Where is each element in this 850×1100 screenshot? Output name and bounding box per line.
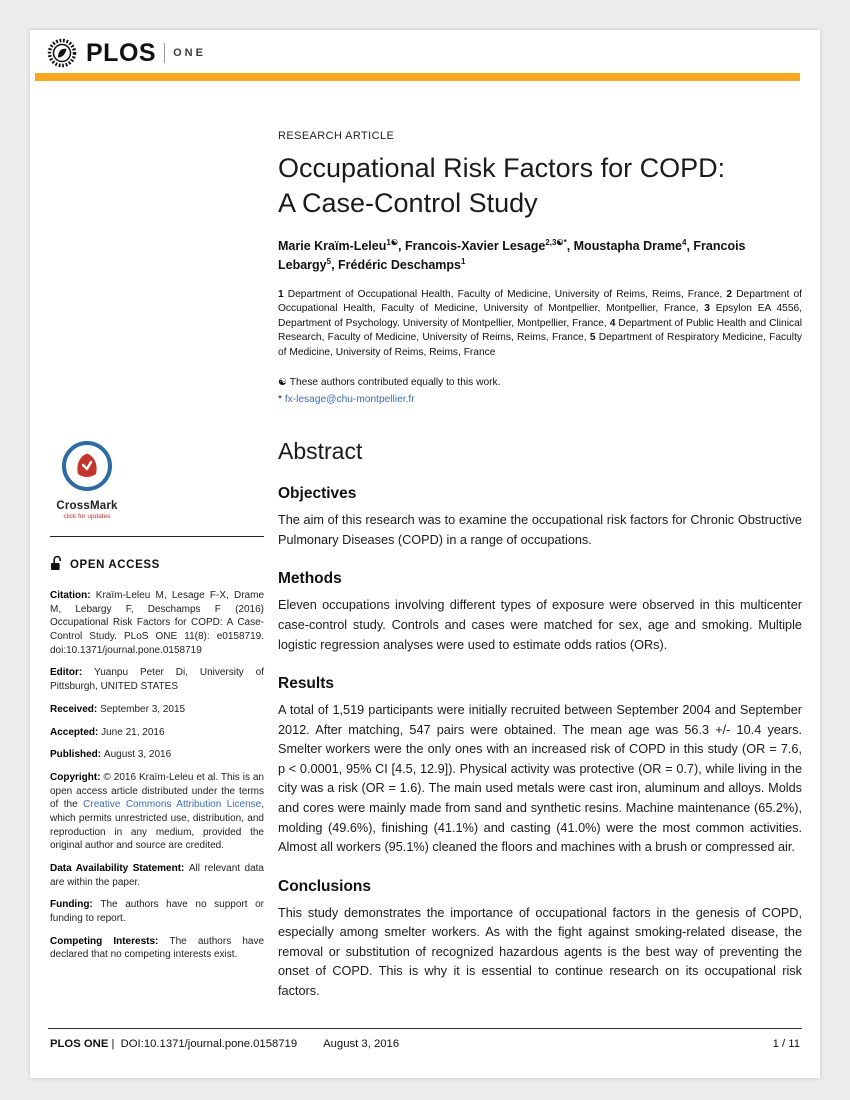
crossmark-subtitle: click for updates <box>63 513 111 520</box>
author-affiliation-marker: 1☯ <box>386 238 398 248</box>
logo-divider <box>164 43 165 63</box>
sidebar-entry-competing-interests <box>50 935 264 962</box>
header-accent-bar <box>35 73 800 81</box>
sidebar-entry-label: Citation: <box>50 590 96 601</box>
corresponding-email-link[interactable]: fx-lesage@chu-montpellier.fr <box>284 394 415 406</box>
footer-doi: DOI:10.1371/journal.pone.0158719 <box>120 1038 298 1050</box>
author-name: , Frédéric Deschamps <box>331 258 462 273</box>
plos-logo <box>46 37 206 69</box>
sidebar-entry-label: Published: <box>50 749 104 761</box>
sidebar-divider <box>50 536 264 537</box>
sidebar-entry-label: Copyright: <box>50 771 104 783</box>
footer-date: August 3, 2016 <box>323 1038 400 1050</box>
sidebar-entry-copyright <box>50 771 264 853</box>
abstract-section-text: A total of 1,519 participants were initially recruited between September 2004 and September 2012. After matching, 547 pairs were obtained. The mean age was 56.3 +/- 10.4 years. Smelter workers were the only ones with an increased risk of COPD in this study (OR = 7.6, p < 0.0001, 95% CI [4.5, 12.9]). Physical activity was protective (OR = 0.7), while living in the city was a risk (OR = 1.6). The main used metals were cast iron, aluminum and alloys. Molds and cores were mainly made from sand and synthetic resins. Machine maintenance (65.2%), molding (49.6%), finishing (41.1%) and casting (41.0%) were the most common activities. Almost all workers (95.1%) cleaned the floors and machines with a brush or compressed air. <box>278 703 802 855</box>
article-column <box>278 130 802 1001</box>
abstract-section-text: This study demonstrates the importance of occupational factors in the genesis of COPD, especially among smelter workers. As with the fight against smoking-related disease, the removal or substitution of recognized hazardous agents is the best way of preventing the onset of COPD. This is why it is essential to continue research on its occupational risk factors. <box>278 905 802 998</box>
author-list <box>278 237 802 275</box>
sidebar-entry-published <box>50 748 264 762</box>
sidebar-entries <box>50 589 264 962</box>
open-lock-icon <box>50 555 63 574</box>
sidebar-entry-label: Funding: <box>50 899 101 911</box>
author-name: , Francois Lebargy <box>278 239 746 273</box>
journal-name: ONE <box>173 47 206 59</box>
author-name: , Moustapha Drame <box>566 239 683 254</box>
sidebar-entry-text: August 3, 2016 <box>103 749 172 761</box>
sidebar-entry-label: Received: <box>50 703 101 715</box>
open-access-label: OPEN ACCESS <box>70 558 160 571</box>
author-affiliation-marker: 2,3☯* <box>545 238 567 248</box>
abstract-section-heading: Conclusions <box>278 877 372 895</box>
abstract-sections <box>278 485 802 1001</box>
crossmark-title: CrossMark <box>56 500 118 512</box>
affiliation-number: 2 <box>726 288 737 300</box>
footer-page-number: 1 / 11 <box>772 1038 800 1050</box>
sidebar-entry-label: Data Availability Statement: <box>50 863 189 874</box>
author-name: , Francois-Xavier Lesage <box>398 239 546 254</box>
affiliation-list <box>278 288 802 360</box>
affiliation-number: 4 <box>609 317 619 329</box>
research-article-kicker: RESEARCH ARTICLE <box>278 130 395 142</box>
crossmark-icon <box>61 440 113 497</box>
page-footer <box>48 1028 802 1050</box>
affiliation-text: Epsylon EA 4556, Department of Psychology. University of Montpellier, Montpellier, France, <box>278 303 802 329</box>
sidebar <box>50 440 264 971</box>
sidebar-entry-text: The authors have no support or funding to report. <box>50 899 264 925</box>
abstract-section-heading: Methods <box>278 570 342 588</box>
footer-left <box>50 1038 399 1050</box>
affiliation-text: Department of Occupational Health, Faculty of Medicine, University of Reims, Reims, France, <box>287 288 727 300</box>
sidebar-entry-citation <box>50 589 264 657</box>
affiliation-number: 5 <box>589 332 599 344</box>
sidebar-entry-label: Competing Interests: <box>50 935 170 947</box>
sidebar-entry-text: September 3, 2015 <box>100 703 186 715</box>
equal-contribution-note: ☯ These authors contributed equally to this work. <box>278 377 501 389</box>
sidebar-entry-text: Kraïm-Leleu M, Lesage F-X, Drame M, Lebargy F, Deschamps F (2016) Occupational Risk Factors for COPD: A Case-Control Study. PLoS ONE 11(8): e0158719. doi:10.1371/journal.pone.0158719 <box>50 590 265 656</box>
sidebar-entry-data-availability <box>50 862 264 889</box>
plos-wordmark: PLOS <box>86 38 157 67</box>
sidebar-entry-received <box>50 703 264 717</box>
footer-journal: PLOS ONE <box>50 1038 109 1050</box>
author-name: Marie Kraïm-Leleu <box>278 239 387 254</box>
sidebar-entry-accepted <box>50 726 264 740</box>
affiliation-number: 3 <box>704 303 716 315</box>
abstract-section-text: The aim of this research was to examine the occupational risk factors for Chronic Obstructive Pulmonary Diseases (COPD) in a range of occupations. <box>278 513 802 547</box>
sidebar-entry-text: June 21, 2016 <box>101 726 165 738</box>
open-access-row <box>50 555 264 574</box>
plos-seal-icon <box>46 37 78 69</box>
sidebar-entry-text: Yuanpu Peter Di, University of Pittsburgh, UNITED STATES <box>50 667 264 693</box>
sidebar-entry-text: © 2016 Kraïm-Leleu et al. This is an open access article distributed under the terms of the <box>50 771 264 811</box>
abstract-section-text: Eleven occupations involving different types of exposure were observed in this multicenter case-control study. Controls and cases were matched for sex, age and smoking. Multiple logistic regression analyses were used to estimate odds ratios (ORs). <box>278 598 802 652</box>
author-affiliation-marker: 5 <box>326 257 332 266</box>
abstract-section-heading: Objectives <box>278 485 357 503</box>
affiliation-text: Department of Occupational Health, Faculty of Medicine, University of Montpellier, Montpellier, France, <box>278 288 803 315</box>
sidebar-entry-label: Accepted: <box>50 726 102 738</box>
license-link[interactable]: Creative Commons Attribution License <box>83 799 262 811</box>
sidebar-entry-text: , which permits unrestricted use, distribution, and reproduction in any medium, provided the original author and source are credited. <box>50 799 264 852</box>
page <box>30 30 820 1078</box>
affiliation-number: 1 <box>278 288 288 300</box>
sidebar-entry-text: The authors have declared that no competing interests exist. <box>50 935 264 961</box>
sidebar-entry-text: All relevant data are within the paper. <box>50 863 264 888</box>
sidebar-entry-funding <box>50 898 264 925</box>
author-affiliation-marker: 1 <box>461 257 466 266</box>
sidebar-entry-label: Editor: <box>50 667 95 679</box>
crossmark-badge[interactable] <box>50 440 124 520</box>
affiliation-text: Department of Respiratory Medicine, Faculty of Medicine, University of Reims, Reims, France <box>278 332 802 358</box>
abstract-heading: Abstract <box>278 438 363 465</box>
sidebar-entry-editor <box>50 666 264 693</box>
corresponding-email-line <box>278 394 802 405</box>
article-title: Occupational Risk Factors for COPD: A Case-Control Study <box>278 153 726 218</box>
affiliation-text: Department of Public Health and Clinical Research, Faculty of Medicine, University of Reims, Reims, France, <box>278 317 802 344</box>
corresponding-marker: * <box>278 394 282 406</box>
author-affiliation-marker: 4 <box>682 238 687 248</box>
footer-separator: | <box>108 1038 118 1050</box>
abstract-section-heading: Results <box>278 675 334 693</box>
